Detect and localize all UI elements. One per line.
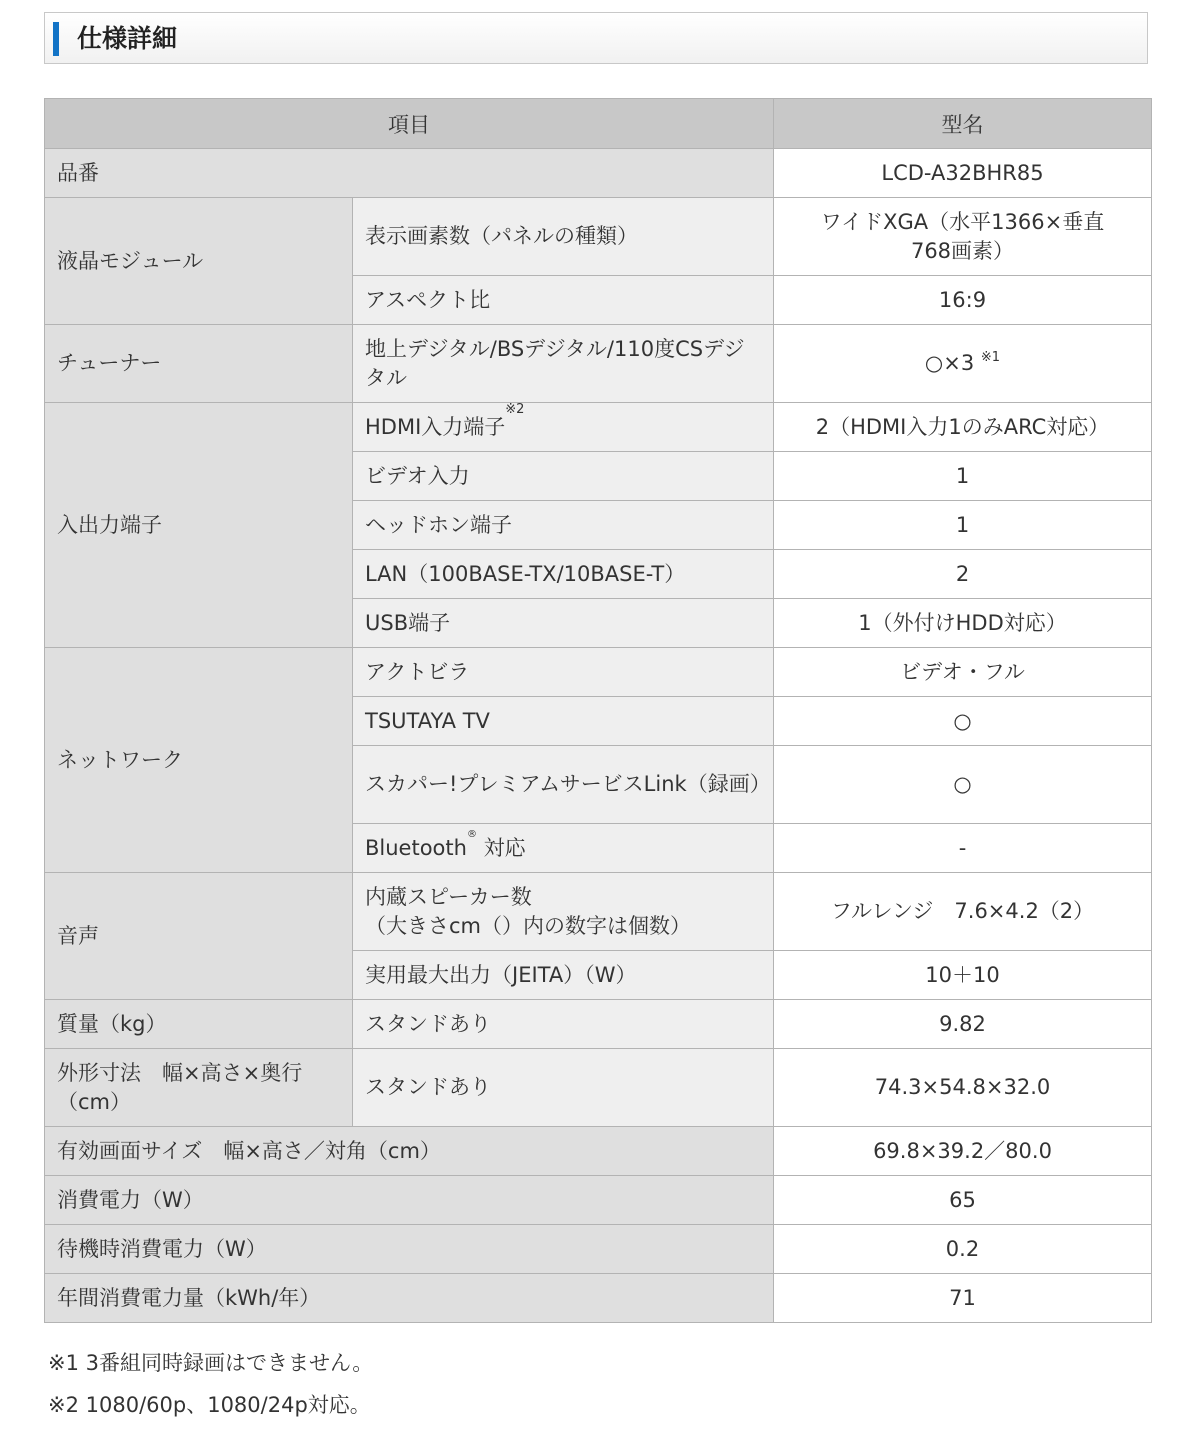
sub-label-output: 実用最大出力（JEITA）（W）: [353, 951, 774, 1000]
sub-label-headphone: ヘッドホン端子: [353, 501, 774, 550]
value-usb: 1（外付けHDD対応）: [774, 599, 1152, 648]
value-lan: 2: [774, 550, 1152, 599]
value-pixels: ワイドXGA（水平1366×垂直768画素）: [774, 198, 1152, 276]
row-label-dimensions: 外形寸法 幅×高さ×奥行（cm）: [45, 1049, 353, 1127]
footnote-2: ※2 1080/60p、1080/24p対応。: [48, 1393, 371, 1417]
bluetooth-suffix: 対応: [476, 835, 526, 860]
sub-label-bluetooth: [353, 824, 774, 873]
row-label-mass: 質量（kg）: [45, 1000, 353, 1049]
table-row: [45, 1127, 1152, 1176]
sub-label-skyperfect: スカパー!プレミアムサービスLink（録画）: [353, 746, 774, 824]
bluetooth-label-text: Bluetooth: [365, 835, 467, 860]
row-label-lcd-module: 液晶モジュール: [45, 198, 353, 325]
table-row: [45, 1225, 1152, 1274]
sub-label-mass: スタンドあり: [353, 1000, 774, 1049]
row-label-screen-size: 有効画面サイズ 幅×高さ／対角（cm）: [45, 1127, 774, 1176]
table-row: [45, 648, 1152, 697]
table-row: [45, 1274, 1152, 1323]
footnotes: [48, 1345, 373, 1429]
value-output: 10＋10: [774, 951, 1152, 1000]
row-label-power: 消費電力（W）: [45, 1176, 774, 1225]
header-model: 型名: [774, 99, 1152, 149]
speaker-label-line-2: （大きさcm（）内の数字は個数）: [365, 913, 692, 938]
table-row: [45, 149, 1152, 198]
sub-label-video: ビデオ入力: [353, 452, 774, 501]
value-tuner: [774, 325, 1152, 403]
value-headphone: 1: [774, 501, 1152, 550]
table-row: [45, 1049, 1152, 1127]
table-row: [45, 873, 1152, 951]
row-label-standby-power: 待機時消費電力（W）: [45, 1225, 774, 1274]
row-label-io: 入出力端子: [45, 403, 353, 648]
table-row: [45, 198, 1152, 276]
sub-label-speaker: [353, 873, 774, 951]
value-power: 65: [774, 1176, 1152, 1225]
table-row: [45, 403, 1152, 452]
sub-label-usb: USB端子: [353, 599, 774, 648]
value-speaker: フルレンジ 7.6×4.2（2）: [774, 873, 1152, 951]
sub-label-pixels: 表示画素数（パネルの種類）: [353, 198, 774, 276]
table-header-row: [45, 99, 1152, 149]
row-label-audio: 音声: [45, 873, 353, 1000]
header-item: 項目: [45, 99, 774, 149]
sub-label-hdmi: [353, 403, 774, 452]
value-mass: 9.82: [774, 1000, 1152, 1049]
value-bluetooth: -: [774, 824, 1152, 873]
sub-label-aspect: アスペクト比: [353, 276, 774, 325]
value-dimensions: 74.3×54.8×32.0: [774, 1049, 1152, 1127]
value-product-number: LCD-A32BHR85: [774, 149, 1152, 198]
value-actvila: ビデオ・フル: [774, 648, 1152, 697]
sub-label-dimensions: スタンドあり: [353, 1049, 774, 1127]
value-video: 1: [774, 452, 1152, 501]
value-hdmi: 2（HDMI入力1のみARC対応）: [774, 403, 1152, 452]
hdmi-note-mark: ※2: [505, 401, 525, 417]
sub-label-actvila: アクトビラ: [353, 648, 774, 697]
value-aspect: 16:9: [774, 276, 1152, 325]
row-label-network: ネットワーク: [45, 648, 353, 873]
value-skyperfect: ○: [774, 746, 1152, 824]
spec-table: [44, 98, 1152, 1323]
tuner-note-mark: ※1: [980, 350, 1001, 365]
row-label-annual-power: 年間消費電力量（kWh/年）: [45, 1274, 774, 1323]
sub-label-tsutaya: TSUTAYA TV: [353, 697, 774, 746]
registered-mark: ®: [466, 828, 477, 840]
value-tsutaya: ○: [774, 697, 1152, 746]
table-row: [45, 1000, 1152, 1049]
table-row: [45, 325, 1152, 403]
sub-label-tuner: 地上デジタル/BSデジタル/110度CSデジタル: [353, 325, 774, 403]
row-label-product-number: 品番: [45, 149, 774, 198]
section-header: [44, 12, 1148, 64]
value-annual-power: 71: [774, 1274, 1152, 1323]
value-tuner-text: ○×3: [924, 351, 975, 375]
value-standby-power: 0.2: [774, 1225, 1152, 1274]
section-title: 仕様詳細: [77, 24, 178, 53]
footnote-1: ※1 3番組同時録画はできません。: [48, 1351, 374, 1375]
hdmi-label-text: HDMI入力端子: [365, 414, 506, 439]
value-screen-size: 69.8×39.2／80.0: [774, 1127, 1152, 1176]
row-label-tuner: チューナー: [45, 325, 353, 403]
table-row: [45, 1176, 1152, 1225]
section-accent-bar: [53, 22, 59, 56]
speaker-label-line-1: 内蔵スピーカー数: [365, 884, 532, 909]
sub-label-lan: LAN（100BASE-TX/10BASE-T）: [353, 550, 774, 599]
